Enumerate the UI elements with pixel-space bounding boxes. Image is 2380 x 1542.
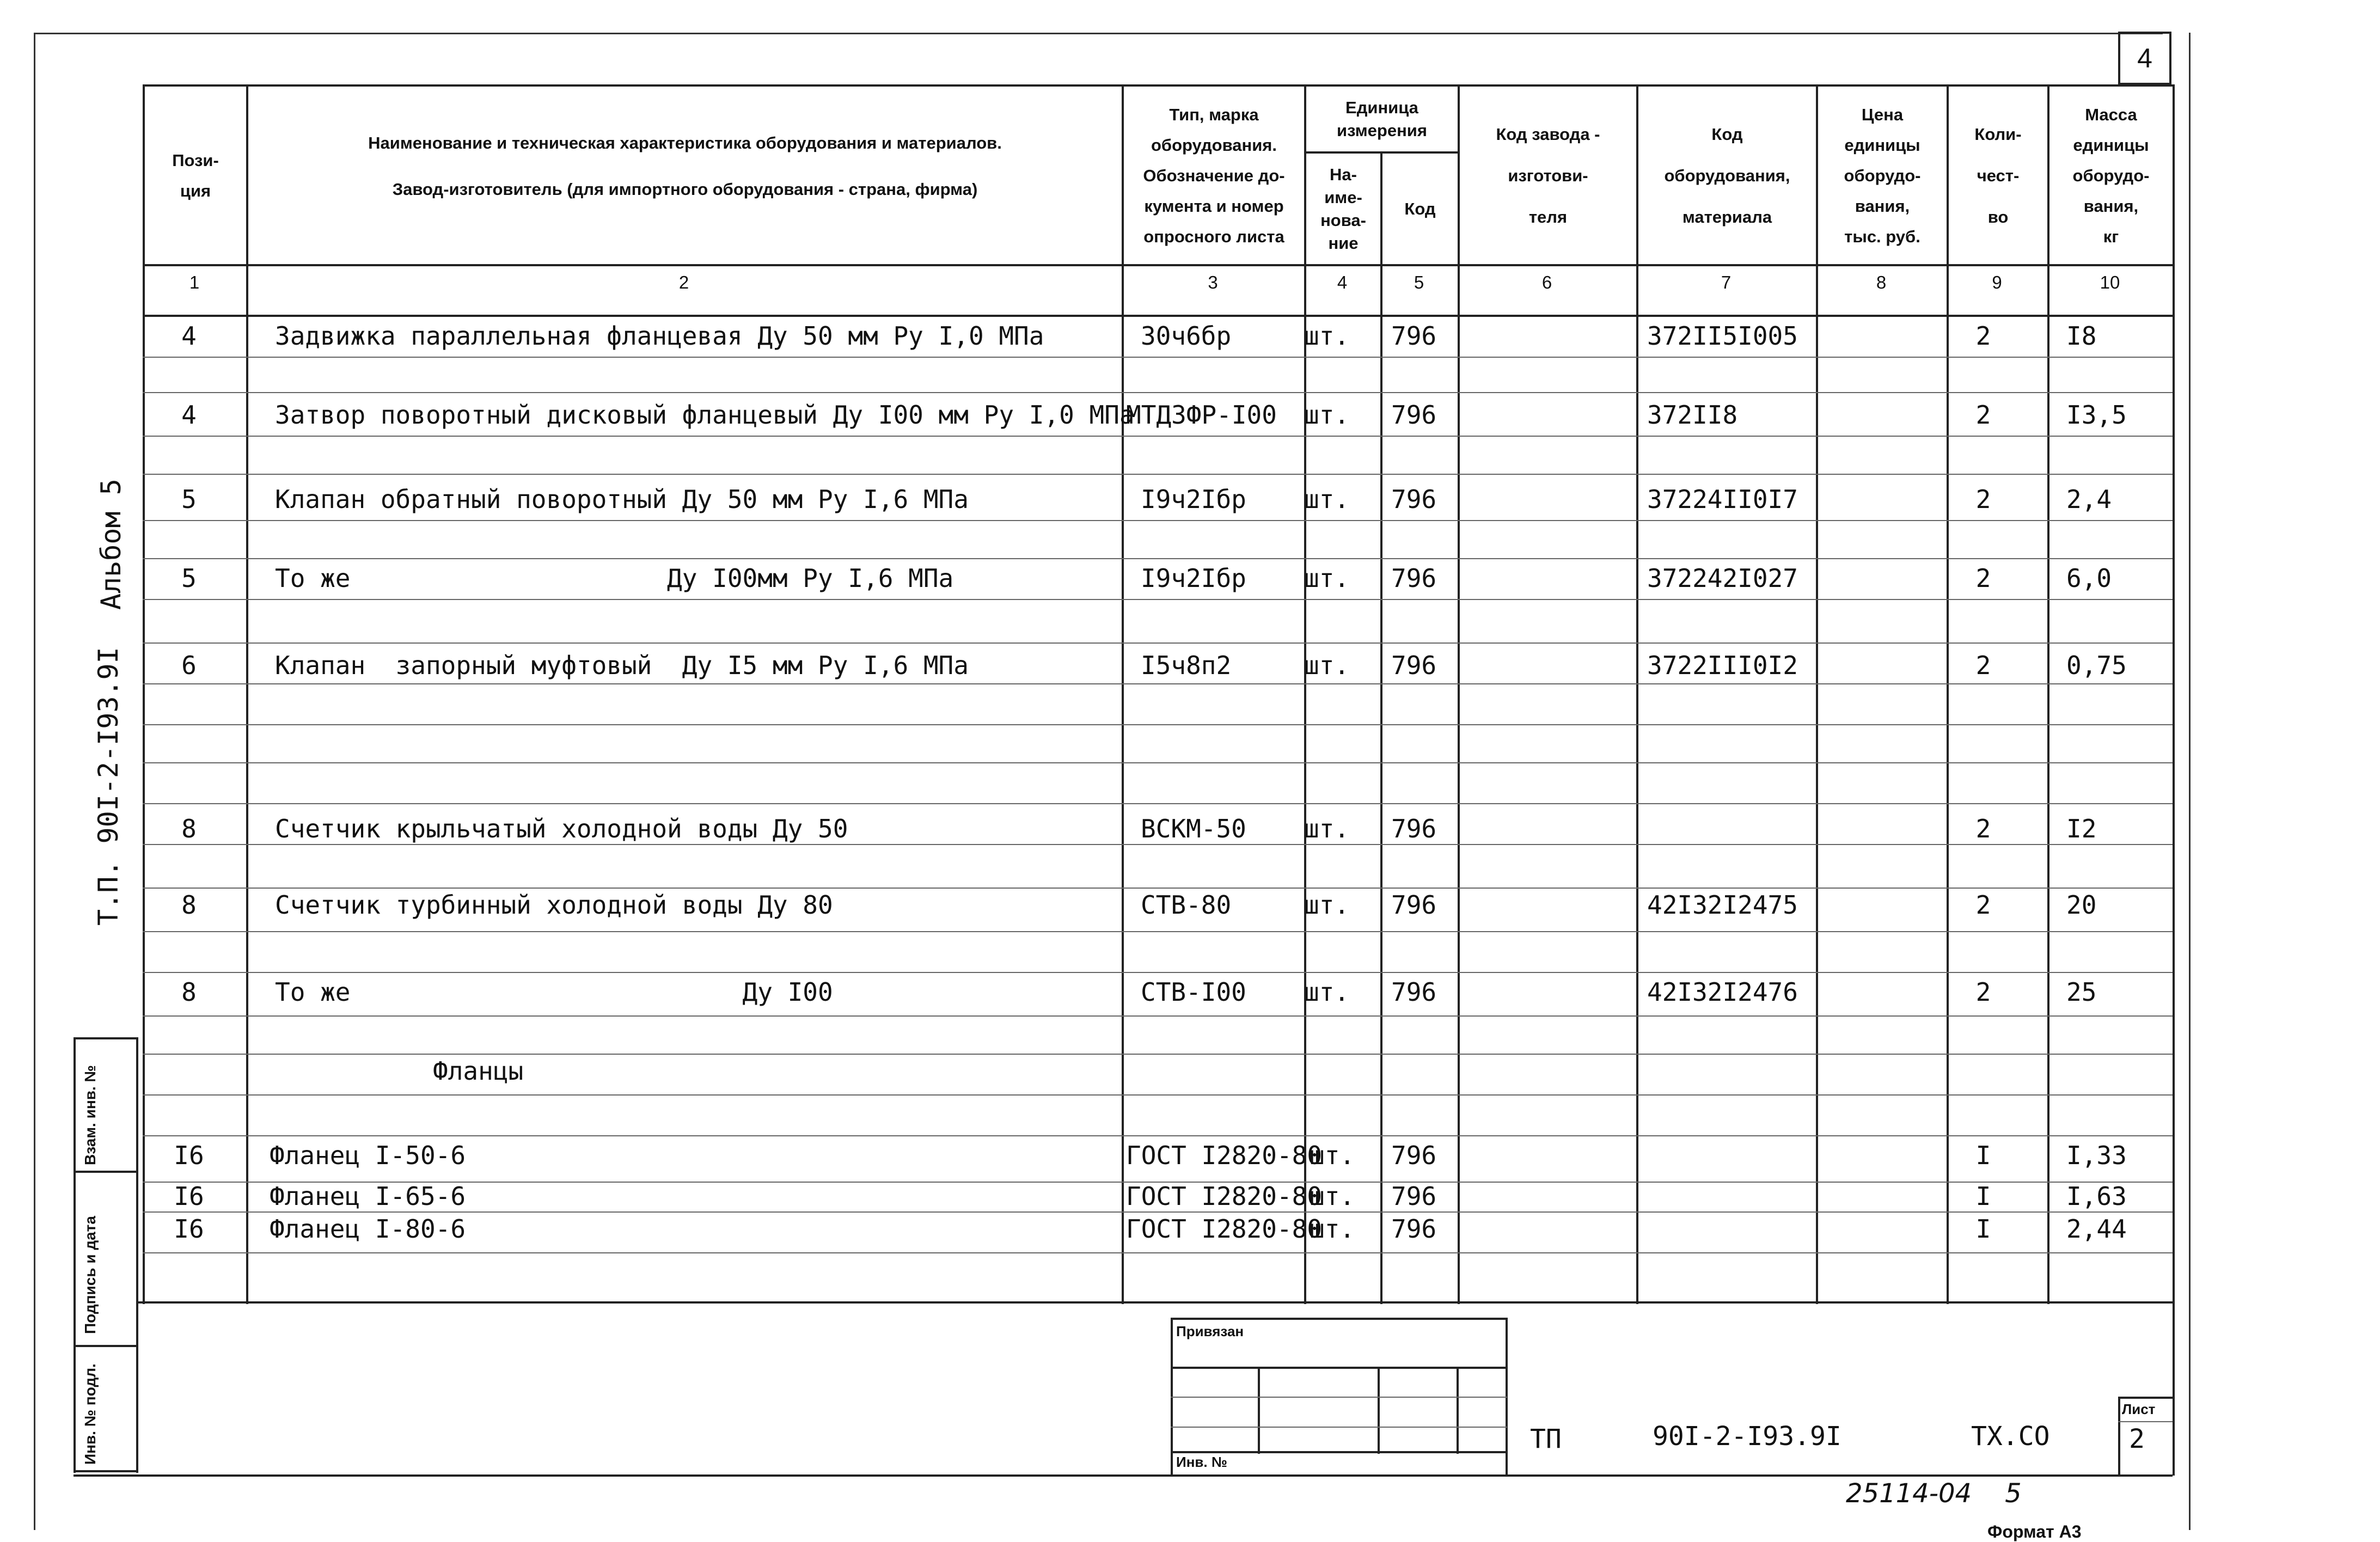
row-mass: I3,5 <box>2066 400 2127 430</box>
header-factory-code: Код завода - изготови- теля <box>1496 124 1600 227</box>
stamp-col-div1 <box>74 1171 138 1173</box>
row-qty: 2 <box>1975 977 1991 1007</box>
row-qty: I <box>1975 1214 1991 1244</box>
stamp-line <box>1171 1427 1507 1428</box>
row-type: ГОСТ I2820-80 <box>1126 1214 1323 1244</box>
stamp-inv-podl: Инв. № подл. <box>82 1363 99 1465</box>
stamp-inv-zam: Взам. инв. № <box>82 1065 99 1165</box>
header-unit-group: Единица измерения <box>1337 98 1427 140</box>
row-line <box>143 724 2173 725</box>
album-label: Альбом 5 <box>95 479 127 610</box>
row-code: 42I32I2476 <box>1647 977 1798 1007</box>
stamp-line <box>1171 1397 1507 1398</box>
row-qty: 2 <box>1975 321 1991 351</box>
stamp-doc-code: 90I-2-I93.9I <box>1653 1421 1841 1452</box>
header-bottom <box>143 264 2173 266</box>
row-unit: шт. <box>1304 814 1350 843</box>
colnum-8: 8 <box>1876 272 1887 292</box>
row-line <box>143 762 2173 763</box>
row-qty: 2 <box>1975 890 1991 920</box>
row-type: СТВ-80 <box>1141 890 1232 920</box>
row-line <box>143 1094 2173 1096</box>
row-mass: 2,44 <box>2066 1214 2127 1244</box>
stamp-inv-no: Инв. № <box>1176 1454 1227 1470</box>
row-unit-code: 796 <box>1391 814 1437 843</box>
row-name: Клапан обратный поворотный Ду 50 мм Ру I,6 МПа <box>275 485 969 514</box>
row-unit-code: 796 <box>1391 400 1437 430</box>
row-line <box>143 357 2173 358</box>
row-type: ГОСТ I2820-80 <box>1126 1182 1323 1211</box>
vline-1 <box>246 84 248 1304</box>
header-quantity: Коли- чест- во <box>1974 124 2022 227</box>
row-unit: шт. <box>1304 400 1350 430</box>
row-name: Счетчик крыльчатый холодной воды Ду 50 <box>275 814 848 843</box>
row-position: 5 <box>181 564 197 593</box>
stamp-sheet-mid <box>2118 1421 2173 1422</box>
row-line <box>143 1015 2173 1017</box>
header-equipment-code: Код оборудования, материала <box>1664 124 1790 227</box>
row-line <box>143 520 2173 521</box>
row-position: 8 <box>181 814 197 843</box>
row-position: 5 <box>181 485 197 514</box>
stamp-col-top <box>74 1037 138 1039</box>
row-mass: 6,0 <box>2066 564 2112 593</box>
vline-5 <box>1458 84 1460 1304</box>
row-code: 37224II0I7 <box>1647 485 1798 514</box>
row-mass: 0,75 <box>2066 651 2127 680</box>
stamp-col-right <box>136 1037 138 1473</box>
row-mass: 25 <box>2066 977 2097 1007</box>
row-unit: шт. <box>1310 1182 1355 1211</box>
row-type: МТДЗФР-I00 <box>1126 400 1277 430</box>
row-unit: шт. <box>1310 1141 1355 1170</box>
vline-4 <box>1380 151 1382 1304</box>
row-code: 3722III0I2 <box>1647 651 1798 680</box>
row-line <box>143 683 2173 684</box>
row-unit: шт. <box>1304 977 1350 1007</box>
row-line <box>143 931 2173 932</box>
row-unit-code: 796 <box>1391 890 1437 920</box>
row-line <box>143 474 2173 475</box>
sheet-corner-number: 4 <box>2118 32 2171 85</box>
header-position: Пози- ция <box>172 150 219 200</box>
stamp-mark: ТХ.СО <box>1971 1421 2050 1452</box>
row-mass: I,33 <box>2066 1141 2127 1170</box>
row-name: Задвижка параллельная фланцевая Ду 50 мм Ру I,0 МПа <box>275 321 1044 351</box>
row-unit: шт. <box>1304 564 1350 593</box>
row-line <box>143 642 2173 644</box>
row-qty: 2 <box>1975 564 1991 593</box>
colnum-6: 6 <box>1541 272 1552 292</box>
row-line <box>143 558 2173 559</box>
vline-2 <box>1122 84 1124 1304</box>
row-unit: шт. <box>1304 321 1350 351</box>
row-type: СТВ-I00 <box>1141 977 1246 1007</box>
stamp-sheet-label: Лист <box>2122 1401 2156 1417</box>
colnum-bottom <box>143 315 2173 317</box>
colnum-2: 2 <box>678 272 689 292</box>
colnum-3: 3 <box>1208 272 1218 292</box>
row-line <box>143 803 2173 804</box>
vline-8 <box>1947 84 1949 1304</box>
table-body-bottom <box>136 1301 2173 1304</box>
row-position: I6 <box>174 1214 204 1244</box>
row-name: То же Ду I00мм Ру I,6 МПа <box>275 564 954 593</box>
row-mass: 20 <box>2066 890 2097 920</box>
row-mass: I8 <box>2066 321 2097 351</box>
stamp-sheet-top <box>2118 1397 2173 1399</box>
colnum-9: 9 <box>1992 272 2002 292</box>
row-name: Фланец I-65-6 <box>270 1182 466 1211</box>
row-position: 4 <box>181 400 197 430</box>
row-unit-code: 796 <box>1391 977 1437 1007</box>
vline-7 <box>1816 84 1818 1304</box>
vline-0 <box>143 84 145 1304</box>
row-qty: I <box>1975 1182 1991 1211</box>
row-name: То же Ду I00 <box>275 977 833 1007</box>
row-position: I6 <box>174 1141 204 1170</box>
row-line <box>143 599 2173 600</box>
colnum-1: 1 <box>189 272 200 292</box>
row-name: Фланец I-50-6 <box>270 1141 466 1170</box>
row-qty: 2 <box>1975 485 1991 514</box>
row-unit-code: 796 <box>1391 1182 1437 1211</box>
project-label: Т.П. 90I-2-I93.9I <box>93 647 124 926</box>
header-unit-name: На- име- нова- ние <box>1320 164 1366 253</box>
row-name: Клапан запорный муфтовый Ду I5 мм Ру I,6 МПа <box>275 651 969 680</box>
row-type: I9ч2Iбр <box>1141 564 1246 593</box>
stamp-line <box>1171 1367 1507 1369</box>
row-code: 42I32I2475 <box>1647 890 1798 920</box>
stamp-col-bottom <box>74 1470 138 1472</box>
row-qty: 2 <box>1975 814 1991 843</box>
row-mass: I,63 <box>2066 1182 2127 1211</box>
row-unit: шт. <box>1304 485 1350 514</box>
row-line <box>143 888 2173 889</box>
row-type: ГОСТ I2820-80 <box>1126 1141 1323 1170</box>
row-unit-code: 796 <box>1391 1141 1437 1170</box>
row-unit-code: 796 <box>1391 1214 1437 1244</box>
header-type: Тип, марка оборудования. Обозначение до- кумента и номер опросного листа <box>1143 105 1285 246</box>
header-unit-code: Код <box>1404 199 1436 218</box>
stamp-line <box>1171 1318 1507 1320</box>
header-name-line1: Наименование и техническая характеристика оборудования и материалов. <box>368 133 1002 152</box>
row-name: Затвор поворотный дисковый фланцевый Ду I00 мм Ру I,0 МПа <box>275 400 1135 430</box>
row-type: I9ч2Iбр <box>1141 485 1246 514</box>
section-title: Фланцы <box>433 1056 524 1086</box>
stamp-line <box>1171 1451 1507 1453</box>
row-unit: шт. <box>1310 1214 1355 1244</box>
row-line <box>143 1252 2173 1253</box>
vline-3 <box>1304 84 1306 1304</box>
row-code: 372242I027 <box>1647 564 1798 593</box>
row-position: I6 <box>174 1182 204 1211</box>
handwritten-inventory-number: 25114-04 5 <box>1846 1478 2022 1509</box>
row-position: 8 <box>181 890 197 920</box>
stamp-col-div2 <box>74 1345 138 1347</box>
stamp-line <box>1378 1367 1380 1454</box>
row-position: 6 <box>181 651 197 680</box>
colnum-10: 10 <box>2100 272 2120 292</box>
stamp-sheet-left <box>2118 1397 2120 1476</box>
colnum-5: 5 <box>1414 272 1424 292</box>
row-line <box>143 392 2173 393</box>
format-label: Формат А3 <box>1987 1522 2082 1541</box>
row-position: 4 <box>181 321 197 351</box>
row-line <box>143 972 2173 973</box>
row-position: 8 <box>181 977 197 1007</box>
row-line <box>143 1211 2173 1213</box>
stamp-col-left <box>74 1037 76 1473</box>
stamp-line <box>1457 1367 1459 1454</box>
frame-right-line <box>2189 33 2191 1530</box>
row-unit-code: 796 <box>1391 485 1437 514</box>
row-line <box>143 844 2173 845</box>
row-qty: 2 <box>1975 400 1991 430</box>
stamp-privyazan: Привязан <box>1176 1323 1244 1339</box>
stamp-sheet-value: 2 <box>2129 1424 2145 1454</box>
page-bottom-line <box>74 1474 2173 1477</box>
row-unit-code: 796 <box>1391 651 1437 680</box>
header-price: Цена единицы оборудо- вания, тыс. руб. <box>1844 105 1921 246</box>
row-qty: I <box>1975 1141 1991 1170</box>
row-unit-code: 796 <box>1391 321 1437 351</box>
vline-10 <box>2173 84 2175 1476</box>
colnum-4: 4 <box>1337 272 1348 292</box>
row-line <box>143 436 2173 437</box>
header-name-line2: Завод-изготовитель (для импортного оборудования - страна, фирма) <box>392 180 978 199</box>
vline-6 <box>1636 84 1638 1304</box>
row-line <box>143 1054 2173 1055</box>
stamp-tp: ТП <box>1530 1424 1562 1454</box>
vline-9 <box>2047 84 2049 1304</box>
row-unit-code: 796 <box>1391 564 1437 593</box>
row-mass: I2 <box>2066 814 2097 843</box>
row-line <box>143 1135 2173 1136</box>
row-type: ВСКМ-50 <box>1141 814 1246 843</box>
row-type: 30ч6бр <box>1141 321 1232 351</box>
row-type: I5ч8п2 <box>1141 651 1232 680</box>
row-unit: шт. <box>1304 651 1350 680</box>
row-code: 372II8 <box>1647 400 1738 430</box>
frame-left-line <box>34 33 35 1530</box>
row-unit: шт. <box>1304 890 1350 920</box>
row-mass: 2,4 <box>2066 485 2112 514</box>
row-qty: 2 <box>1975 651 1991 680</box>
stamp-line <box>1258 1367 1260 1454</box>
stamp-sign-date: Подпись и дата <box>82 1216 99 1334</box>
row-name: Фланец I-80-6 <box>270 1214 466 1244</box>
row-name: Счетчик турбинный холодной воды Ду 80 <box>275 890 833 920</box>
colnum-7: 7 <box>1721 272 1732 292</box>
header-mass: Масса единицы оборудо- вания, кг <box>2072 105 2150 246</box>
row-code: 372II5I005 <box>1647 321 1798 351</box>
table-top <box>143 84 2173 87</box>
